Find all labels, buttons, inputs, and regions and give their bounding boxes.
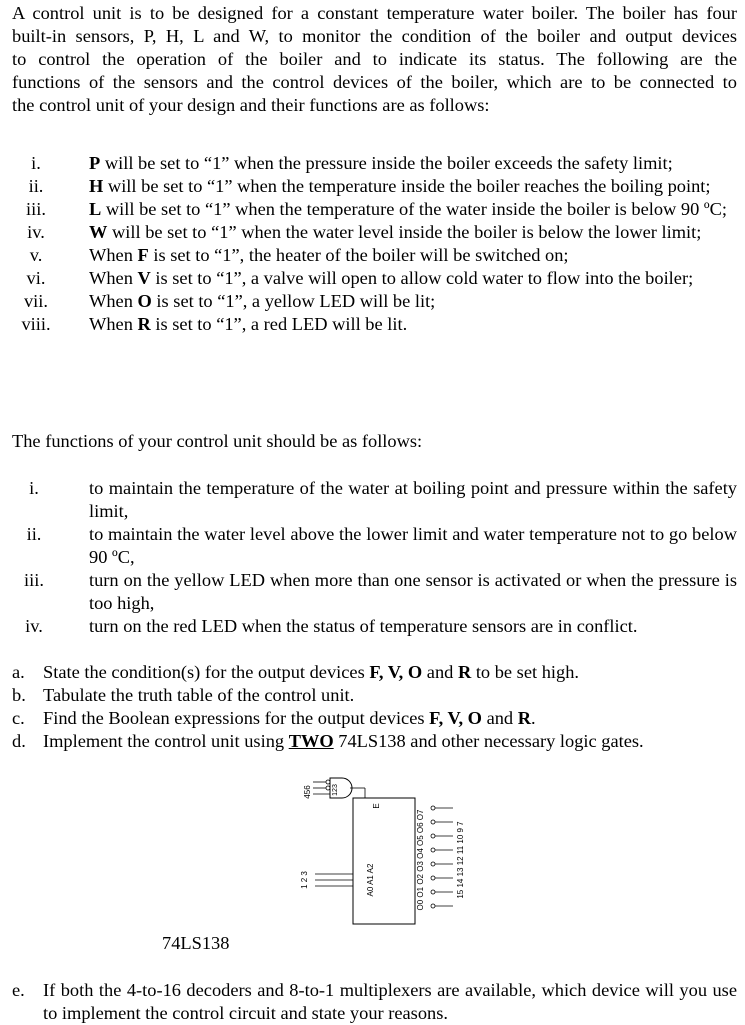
inversion-bubble	[326, 786, 330, 790]
device-name: O	[137, 291, 152, 311]
intro-line	[12, 25, 737, 48]
sensor-item	[12, 175, 737, 198]
sensor-name: H	[89, 176, 104, 196]
output-pin-numbers: 15 14 13 12 11 10 9 7	[456, 821, 465, 899]
item-number: iii.	[26, 199, 46, 219]
question-e	[12, 979, 737, 1025]
item-pre: When	[89, 268, 138, 288]
item-pre: When	[89, 291, 138, 311]
question-e-block	[12, 979, 737, 1025]
question-text: Implement the control unit using	[43, 731, 289, 751]
item-text: will be set to “1” when the water level inside the boiler is below the lower limit;	[107, 222, 702, 242]
enable-gate-label: 123	[332, 784, 339, 796]
sensor-name: W	[89, 222, 108, 242]
device-name: F	[137, 245, 149, 265]
sensor-item	[12, 152, 737, 175]
questions-list	[12, 661, 737, 753]
function-item	[12, 615, 737, 638]
device-item	[12, 244, 737, 267]
output-lines	[431, 806, 453, 908]
function-item	[12, 477, 737, 523]
question-letter: c.	[12, 708, 25, 728]
intro-line: A control unit is to be designed for a constant temperature water boiler. The boiler has four	[12, 3, 737, 23]
outputs-label: O0 O1 O2 O3 O4 O5 O6 O7	[416, 809, 425, 911]
intro-line: functions of the sensors and the control devices of the boiler, which are to be connected to	[12, 72, 737, 92]
question-text: If both the 4-to-16 decoders and 8-to-1 multiplexers are available, which device will you use to implement the control circuit and state your reasons.	[43, 980, 737, 1023]
item-text: turn on the yellow LED when more than one sensor is activated or when the pressure is too high,	[89, 570, 737, 613]
item-number: i.	[29, 478, 39, 498]
sensor-name: L	[89, 199, 102, 219]
item-text: to maintain the water level above the lower limit and water temperature not to go below 90 ºC,	[89, 524, 737, 567]
item-number: vii.	[23, 291, 48, 311]
sensor-item	[12, 198, 737, 221]
decoder-diagram	[275, 770, 475, 930]
question-text: 74LS138 and other necessary logic gates.	[333, 731, 644, 751]
question-text: State the condition(s) for the output devices	[43, 662, 370, 682]
item-number: iv.	[27, 222, 45, 242]
functions-intro: The functions of your control unit should be as follows:	[12, 431, 423, 451]
item-pre: When	[89, 314, 138, 334]
question-letter: d.	[12, 731, 26, 751]
device-item	[12, 290, 737, 313]
intro-line: to control the operation of the boiler and to indicate its status. The following are the	[12, 49, 737, 69]
item-text: is set to “1”, a yellow LED will be lit;	[151, 291, 436, 311]
question-bold: R	[457, 662, 472, 682]
functions-list	[12, 477, 737, 638]
select-label: A0 A1 A2	[366, 863, 375, 897]
item-text: is set to “1”, a valve will open to allow cold water to flow into the boiler;	[150, 268, 694, 288]
item-number: viii.	[21, 314, 51, 334]
enable-pin-numbers: 456	[303, 785, 312, 799]
question-text: and	[481, 708, 518, 728]
select-pin-numbers: 1 2 3	[300, 871, 309, 889]
question-letter: e.	[12, 980, 25, 1000]
question-a	[12, 661, 737, 684]
item-text: to maintain the temperature of the water at boiling point and pressure within the safety limit,	[89, 478, 737, 521]
item-number: iii.	[24, 570, 44, 590]
item-text: is set to “1”, a red LED will be lit.	[150, 314, 408, 334]
intro-paragraph	[12, 2, 737, 117]
sensor-list	[12, 152, 737, 336]
sensor-item	[12, 221, 737, 244]
device-item	[12, 267, 737, 290]
question-bold-underlined: TWO	[288, 731, 334, 751]
question-c	[12, 707, 737, 730]
question-bold: F, V, O	[369, 662, 423, 682]
question-d	[12, 730, 737, 753]
function-item	[12, 523, 737, 569]
question-b	[12, 684, 737, 707]
intro-line-text: built-in sensors, P, H, L and W, to monitor the condition of the boiler and output devices	[12, 26, 737, 46]
item-text: will be set to “1” when the pressure inside the boiler exceeds the safety limit;	[100, 153, 673, 173]
question-text: Tabulate the truth table of the control unit.	[43, 685, 355, 705]
question-text: .	[531, 708, 536, 728]
enable-label: E	[372, 803, 381, 809]
chip-body	[353, 798, 415, 924]
question-text: to be set high.	[471, 662, 579, 682]
item-number: i.	[31, 153, 41, 173]
item-number: iv.	[25, 616, 43, 636]
item-text: is set to “1”, the heater of the boiler will be switched on;	[148, 245, 569, 265]
item-text: will be set to “1” when the temperature inside the boiler reaches the boiling point;	[103, 176, 711, 196]
item-number: v.	[29, 245, 43, 265]
intro-line: the control unit of your design and their functions are as follows:	[12, 95, 490, 115]
question-text: and	[422, 662, 458, 682]
inversion-bubble	[326, 780, 330, 784]
item-number: ii.	[28, 176, 44, 196]
sensor-name: P	[89, 153, 101, 173]
device-item	[12, 313, 737, 336]
question-letter: a.	[12, 662, 25, 682]
item-text: turn on the red LED when the status of temperature sensors are in conflict.	[89, 616, 638, 636]
item-text: will be set to “1” when the temperature of the water inside the boiler is below 90 ºC;	[101, 199, 727, 219]
chip-label: 74LS138	[162, 933, 230, 953]
function-item	[12, 569, 737, 615]
item-pre: When	[89, 245, 138, 265]
item-number: ii.	[26, 524, 42, 544]
device-name: R	[137, 314, 151, 334]
question-bold: F, V, O	[429, 708, 482, 728]
question-bold: R	[517, 708, 531, 728]
device-name: V	[137, 268, 151, 288]
question-text: Find the Boolean expressions for the output devices	[43, 708, 430, 728]
question-letter: b.	[12, 685, 26, 705]
item-number: vi.	[26, 268, 46, 288]
